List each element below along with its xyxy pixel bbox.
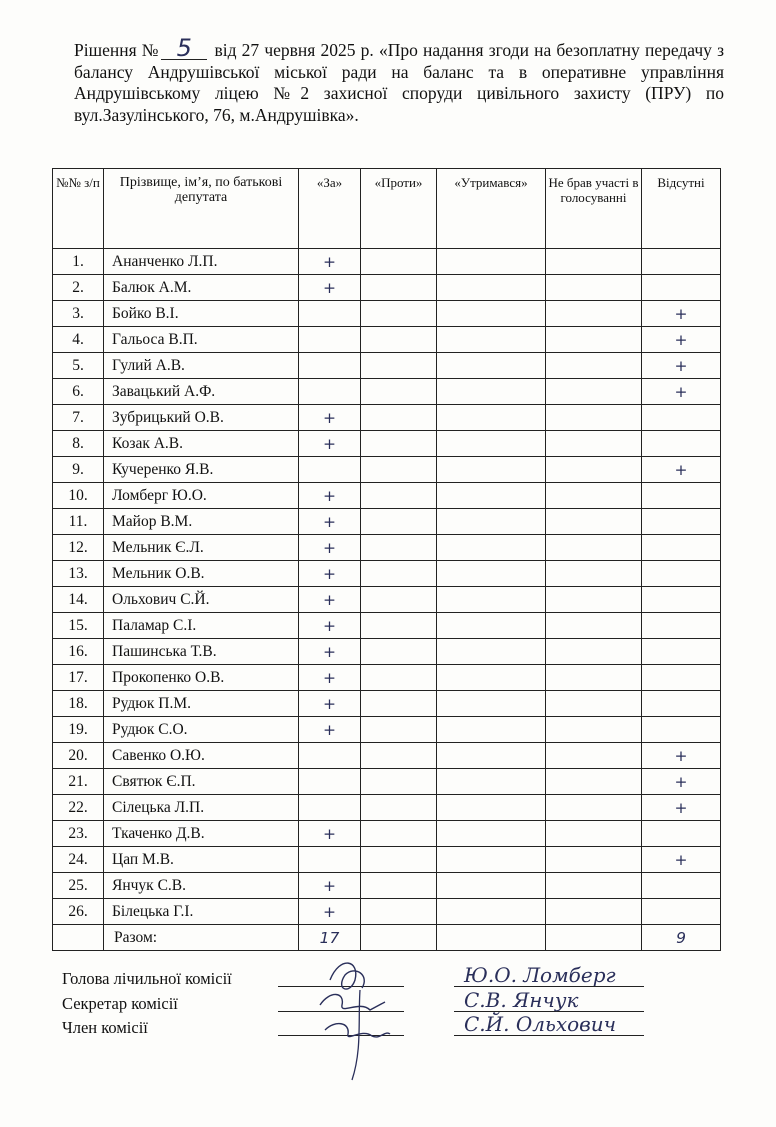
- vote-for-cell: +: [299, 821, 361, 847]
- table-row: [53, 353, 721, 379]
- row-number: 1.: [53, 249, 104, 275]
- vote-absent-cell: +: [642, 379, 721, 405]
- decision-title: від 27 червня 2025 р. «Про надання згоди на безоплатну передачу з балансу Андрушівської міської ради на баланс та в оперативне управління Андрушівському ліцею №2 захисної споруди цивільного захисту (ПРУ) по вул.Зазулінського, 76, м.Андрушівка».: [74, 40, 724, 125]
- table-row: [53, 795, 721, 821]
- signature-name: С.Й. Ольхович: [464, 1012, 617, 1036]
- vote-absent-cell: +: [642, 847, 721, 873]
- header-against: «Проти»: [361, 169, 437, 249]
- vote-not-voted-cell: [546, 717, 642, 743]
- deputy-name: Білецька Г.І.: [104, 899, 299, 925]
- table-row: [53, 483, 721, 509]
- vote-abstained-cell: [437, 353, 546, 379]
- row-number: 6.: [53, 379, 104, 405]
- vote-abstained-cell: [437, 899, 546, 925]
- vote-for-cell: +: [299, 431, 361, 457]
- deputy-name: Бойко В.І.: [104, 301, 299, 327]
- row-number: 19.: [53, 717, 104, 743]
- vote-abstained-cell: [437, 483, 546, 509]
- decision-prefix: Рішення №: [74, 40, 160, 60]
- vote-abstained-cell: [437, 873, 546, 899]
- vote-against-cell: [361, 665, 437, 691]
- deputy-name: Савенко О.Ю.: [104, 743, 299, 769]
- table-row: [53, 275, 721, 301]
- vote-not-voted-cell: [546, 769, 642, 795]
- vote-absent-cell: [642, 483, 721, 509]
- vote-for-cell: [299, 301, 361, 327]
- row-number: 17.: [53, 665, 104, 691]
- vote-absent-cell: [642, 899, 721, 925]
- deputy-name: Мельник Є.Л.: [104, 535, 299, 561]
- vote-not-voted-cell: [546, 691, 642, 717]
- vote-for-cell: +: [299, 717, 361, 743]
- vote-absent-cell: [642, 561, 721, 587]
- vote-for-cell: +: [299, 405, 361, 431]
- vote-against-cell: [361, 561, 437, 587]
- vote-absent-cell: [642, 587, 721, 613]
- row-number: 2.: [53, 275, 104, 301]
- vote-not-voted-cell: [546, 847, 642, 873]
- vote-abstained-cell: [437, 327, 546, 353]
- table-body: [53, 249, 721, 925]
- vote-not-voted-cell: [546, 665, 642, 691]
- total-empty-cell: [53, 925, 104, 951]
- vote-for-cell: [299, 353, 361, 379]
- row-number: 21.: [53, 769, 104, 795]
- row-number: 18.: [53, 691, 104, 717]
- vote-absent-cell: [642, 275, 721, 301]
- voting-table: [52, 168, 721, 951]
- vote-for-cell: +: [299, 873, 361, 899]
- deputy-name: Кучеренко Я.В.: [104, 457, 299, 483]
- vote-absent-cell: [642, 535, 721, 561]
- row-number: 25.: [53, 873, 104, 899]
- signature-name: С.В. Янчук: [464, 987, 579, 1012]
- vote-for-cell: [299, 769, 361, 795]
- header-for: «За»: [299, 169, 361, 249]
- vote-for-cell: +: [299, 665, 361, 691]
- deputy-name: Ольхович С.Й.: [104, 587, 299, 613]
- vote-abstained-cell: [437, 431, 546, 457]
- vote-for-cell: [299, 379, 361, 405]
- total-not-voted: [546, 925, 642, 951]
- table-row: [53, 327, 721, 353]
- vote-for-cell: +: [299, 613, 361, 639]
- vote-absent-cell: [642, 431, 721, 457]
- row-number: 24.: [53, 847, 104, 873]
- table-row: [53, 717, 721, 743]
- vote-for-cell: [299, 743, 361, 769]
- table-row: [53, 743, 721, 769]
- vote-not-voted-cell: [546, 509, 642, 535]
- signature-role: Член комісії: [62, 1018, 148, 1037]
- total-abstained: [437, 925, 546, 951]
- deputy-name: Ломберг Ю.О.: [104, 483, 299, 509]
- vote-not-voted-cell: [546, 561, 642, 587]
- total-row: [53, 925, 721, 951]
- deputy-name: Завацький А.Ф.: [104, 379, 299, 405]
- vote-not-voted-cell: [546, 431, 642, 457]
- header-name: Прізвище, ім’я, по батькові депутата: [104, 169, 299, 249]
- vote-for-cell: +: [299, 509, 361, 535]
- table-row: [53, 847, 721, 873]
- vote-for-cell: +: [299, 249, 361, 275]
- vote-for-cell: +: [299, 639, 361, 665]
- signature-name: Ю.О. Ломберг: [464, 963, 616, 987]
- vote-not-voted-cell: [546, 873, 642, 899]
- vote-against-cell: [361, 431, 437, 457]
- table-row: [53, 873, 721, 899]
- table-row: [53, 457, 721, 483]
- table-row: [53, 249, 721, 275]
- row-number: 20.: [53, 743, 104, 769]
- handwritten-signatures: [300, 950, 400, 1085]
- vote-against-cell: [361, 457, 437, 483]
- vote-against-cell: [361, 613, 437, 639]
- row-number: 10.: [53, 483, 104, 509]
- header-number: №№ з/п: [53, 169, 104, 249]
- vote-abstained-cell: [437, 769, 546, 795]
- vote-abstained-cell: [437, 457, 546, 483]
- vote-not-voted-cell: [546, 353, 642, 379]
- total-absent: 9: [642, 925, 721, 951]
- vote-absent-cell: [642, 873, 721, 899]
- vote-for-cell: [299, 795, 361, 821]
- vote-absent-cell: [642, 665, 721, 691]
- total-for: 17: [299, 925, 361, 951]
- vote-abstained-cell: [437, 717, 546, 743]
- vote-against-cell: [361, 301, 437, 327]
- header-absent: Відсутні: [642, 169, 721, 249]
- vote-against-cell: [361, 899, 437, 925]
- vote-not-voted-cell: [546, 821, 642, 847]
- row-number: 9.: [53, 457, 104, 483]
- vote-absent-cell: +: [642, 743, 721, 769]
- vote-abstained-cell: [437, 639, 546, 665]
- vote-abstained-cell: [437, 847, 546, 873]
- vote-against-cell: [361, 535, 437, 561]
- row-number: 13.: [53, 561, 104, 587]
- vote-for-cell: +: [299, 561, 361, 587]
- table-row: [53, 379, 721, 405]
- row-number: 8.: [53, 431, 104, 457]
- vote-for-cell: [299, 327, 361, 353]
- vote-against-cell: [361, 353, 437, 379]
- row-number: 3.: [53, 301, 104, 327]
- row-number: 26.: [53, 899, 104, 925]
- decision-number-field: [161, 34, 207, 62]
- vote-not-voted-cell: [546, 457, 642, 483]
- vote-against-cell: [361, 327, 437, 353]
- deputy-name: Цап М.В.: [104, 847, 299, 873]
- deputy-name: Рудюк С.О.: [104, 717, 299, 743]
- decision-heading: [74, 34, 724, 126]
- row-number: 16.: [53, 639, 104, 665]
- vote-against-cell: [361, 483, 437, 509]
- vote-not-voted-cell: [546, 899, 642, 925]
- vote-absent-cell: +: [642, 353, 721, 379]
- vote-against-cell: [361, 743, 437, 769]
- row-number: 4.: [53, 327, 104, 353]
- vote-abstained-cell: [437, 509, 546, 535]
- table-row: [53, 665, 721, 691]
- vote-not-voted-cell: [546, 301, 642, 327]
- vote-abstained-cell: [437, 821, 546, 847]
- vote-for-cell: +: [299, 275, 361, 301]
- deputy-name: Паламар С.І.: [104, 613, 299, 639]
- vote-absent-cell: [642, 691, 721, 717]
- vote-absent-cell: [642, 249, 721, 275]
- table-row: [53, 899, 721, 925]
- row-number: 11.: [53, 509, 104, 535]
- deputy-name: Мельник О.В.: [104, 561, 299, 587]
- deputy-name: Зубрицький О.В.: [104, 405, 299, 431]
- table-row: [53, 769, 721, 795]
- decision-number: 5: [176, 34, 192, 62]
- vote-absent-cell: +: [642, 301, 721, 327]
- table-row: [53, 639, 721, 665]
- vote-absent-cell: [642, 509, 721, 535]
- header-abstained: «Утримався»: [437, 169, 546, 249]
- deputy-name: Майор В.М.: [104, 509, 299, 535]
- vote-absent-cell: +: [642, 795, 721, 821]
- vote-abstained-cell: [437, 561, 546, 587]
- vote-absent-cell: [642, 821, 721, 847]
- vote-against-cell: [361, 275, 437, 301]
- row-number: 7.: [53, 405, 104, 431]
- vote-abstained-cell: [437, 587, 546, 613]
- table-row: [53, 301, 721, 327]
- vote-for-cell: +: [299, 535, 361, 561]
- vote-for-cell: +: [299, 483, 361, 509]
- deputy-name: Сілецька Л.П.: [104, 795, 299, 821]
- vote-not-voted-cell: [546, 613, 642, 639]
- deputy-name: Балюк А.М.: [104, 275, 299, 301]
- deputy-name: Козак А.В.: [104, 431, 299, 457]
- vote-for-cell: [299, 457, 361, 483]
- vote-abstained-cell: [437, 275, 546, 301]
- table-row: [53, 561, 721, 587]
- vote-not-voted-cell: [546, 639, 642, 665]
- vote-abstained-cell: [437, 613, 546, 639]
- deputy-name: Святюк Є.П.: [104, 769, 299, 795]
- vote-against-cell: [361, 873, 437, 899]
- table-header-row: [53, 169, 721, 249]
- vote-not-voted-cell: [546, 379, 642, 405]
- deputy-name: Рудюк П.М.: [104, 691, 299, 717]
- vote-absent-cell: +: [642, 769, 721, 795]
- deputy-name: Прокопенко О.В.: [104, 665, 299, 691]
- vote-abstained-cell: [437, 691, 546, 717]
- row-number: 12.: [53, 535, 104, 561]
- total-against: [361, 925, 437, 951]
- vote-absent-cell: [642, 717, 721, 743]
- total-label: Разом:: [104, 925, 299, 951]
- header-not-voted: Не брав участі в голосуванні: [546, 169, 642, 249]
- vote-not-voted-cell: [546, 249, 642, 275]
- vote-not-voted-cell: [546, 795, 642, 821]
- deputy-name: Ананченко Л.П.: [104, 249, 299, 275]
- signature-role: Секретар комісії: [62, 993, 178, 1013]
- row-number: 5.: [53, 353, 104, 379]
- vote-abstained-cell: [437, 665, 546, 691]
- table-row: [53, 821, 721, 847]
- vote-abstained-cell: [437, 795, 546, 821]
- table-row: [53, 587, 721, 613]
- vote-against-cell: [361, 691, 437, 717]
- vote-abstained-cell: [437, 535, 546, 561]
- vote-absent-cell: +: [642, 457, 721, 483]
- row-number: 15.: [53, 613, 104, 639]
- vote-abstained-cell: [437, 743, 546, 769]
- table-row: [53, 431, 721, 457]
- row-number: 22.: [53, 795, 104, 821]
- vote-not-voted-cell: [546, 275, 642, 301]
- vote-for-cell: [299, 847, 361, 873]
- vote-against-cell: [361, 587, 437, 613]
- vote-against-cell: [361, 769, 437, 795]
- row-number: 23.: [53, 821, 104, 847]
- signature-role: Голова лічильної комісії: [62, 969, 232, 988]
- vote-against-cell: [361, 639, 437, 665]
- vote-absent-cell: [642, 639, 721, 665]
- vote-abstained-cell: [437, 405, 546, 431]
- vote-not-voted-cell: [546, 327, 642, 353]
- vote-not-voted-cell: [546, 405, 642, 431]
- vote-against-cell: [361, 795, 437, 821]
- vote-abstained-cell: [437, 249, 546, 275]
- vote-against-cell: [361, 509, 437, 535]
- vote-not-voted-cell: [546, 535, 642, 561]
- vote-absent-cell: [642, 405, 721, 431]
- deputy-name: Ткаченко Д.В.: [104, 821, 299, 847]
- vote-against-cell: [361, 847, 437, 873]
- vote-abstained-cell: [437, 379, 546, 405]
- vote-for-cell: +: [299, 899, 361, 925]
- row-number: 14.: [53, 587, 104, 613]
- vote-abstained-cell: [437, 301, 546, 327]
- vote-not-voted-cell: [546, 743, 642, 769]
- vote-against-cell: [361, 405, 437, 431]
- table-row: [53, 691, 721, 717]
- deputy-name: Янчук С.В.: [104, 873, 299, 899]
- vote-for-cell: +: [299, 587, 361, 613]
- deputy-name: Гулий А.В.: [104, 353, 299, 379]
- vote-not-voted-cell: [546, 483, 642, 509]
- deputy-name: Пашинська Т.В.: [104, 639, 299, 665]
- vote-against-cell: [361, 249, 437, 275]
- table-row: [53, 535, 721, 561]
- vote-absent-cell: [642, 613, 721, 639]
- deputy-name: Гальоса В.П.: [104, 327, 299, 353]
- vote-against-cell: [361, 717, 437, 743]
- vote-against-cell: [361, 821, 437, 847]
- table-row: [53, 509, 721, 535]
- vote-for-cell: +: [299, 691, 361, 717]
- vote-against-cell: [361, 379, 437, 405]
- vote-not-voted-cell: [546, 587, 642, 613]
- table-row: [53, 613, 721, 639]
- vote-absent-cell: +: [642, 327, 721, 353]
- table-row: [53, 405, 721, 431]
